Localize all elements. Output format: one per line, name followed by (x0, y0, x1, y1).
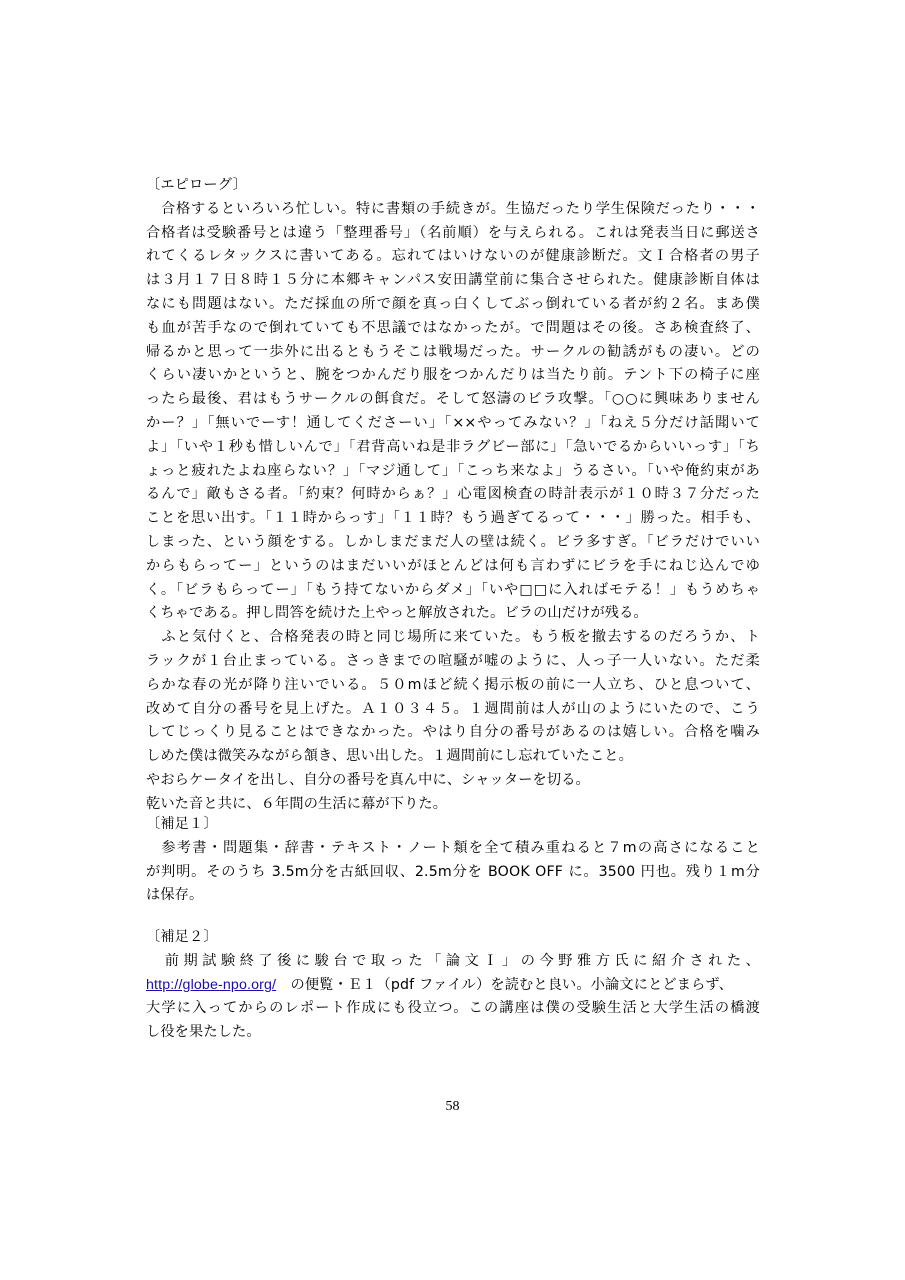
supplement-1-line: 参考書・問題集・辞書・テキスト・ノート類を全て積み重ねると７mの高さになること (146, 839, 760, 856)
supplement-2-line-rest: の便覧・Ｅ１（pdf ファイル）を読むと良い。小論文にとどまらず、 (276, 976, 733, 993)
epilogue-line: れてくるレタックスに書いてある。忘れてはいけないのが健康診断だ。文Ｉ合格者の男子 (146, 248, 760, 265)
epilogue-line: からもらってー」というのはまだいいがほとんどは何も言わずにビラを手にねじ込んでゆ (146, 557, 760, 574)
supplement-1-line: が判明。そのうち 3.5m分を古紙回収、2.5m分を BOOK OFF に。3500 円也。残り１m分 (146, 863, 760, 880)
epilogue-line: ことを思い出す。「１１時からっす」「１１時？もう過ぎてるって・・・」勝った。相手も、 (146, 510, 760, 527)
epilogue-line: は３月１７日８時１５分に本郷キャンパス安田講堂前に集合させられた。健康診断自体は (146, 272, 760, 289)
supplement-1-section (146, 813, 760, 908)
epilogue-line: るんで」敵もさる者。「約束？何時からぁ？」心電図検査の時計表示が１０時３７分だった (146, 486, 760, 503)
epilogue-line: も血が苦手なので倒れていても不思議ではなかったが。で問題はその後。さあ検査終了、 (146, 319, 760, 336)
epilogue-line: ったら最後、君はもうサークルの餌食だ。そして怒濤のビラ攻撃。「○○に興味ありません (146, 391, 760, 408)
epilogue-heading: 〔エピローグ〕 (146, 177, 248, 193)
epilogue-line: やおらケータイを出し、自分の番号を真ん中に、シャッターを切る。 (146, 771, 590, 788)
supplement-2-line-with-link (146, 974, 760, 998)
supplement-1-heading: 〔補足１〕 (146, 816, 218, 832)
supplement-2-line: し役を果たした。 (146, 1024, 261, 1041)
supplement-2-section (146, 926, 760, 1045)
supplement-1-line: は保存。 (146, 887, 204, 904)
epilogue-section (146, 174, 760, 817)
epilogue-line: ふと気付くと、合格発表の時と同じ場所に来ていた。もう板を撤去するのだろうか、ト (146, 629, 760, 646)
epilogue-line: 帰るかと思って一歩外に出るともうそこは戦場だった。サークルの勧誘がもの凄い。どの (146, 343, 760, 360)
epilogue-line: らかな春の光が降り注いでいる。５０mほど続く掲示板の前に一人立ち、ひと息ついて、 (146, 676, 760, 693)
epilogue-line: なにも問題はない。ただ採血の所で顔を真っ白くしてぶっ倒れている者が約２名。まあ僕 (146, 295, 760, 312)
epilogue-line: ょっと疲れたよね座らない？」「マジ通して」「こっち来なよ」うるさい。「いや俺約束があ (146, 462, 760, 479)
epilogue-line: よ」「いや１秒も惜しいんで」「君背高いね是非ラグビー部に」「急いでるからいいっす」「ち (146, 438, 760, 455)
epilogue-line: 合格者は受験番号とは違う「整理番号」（名前順）を与えられる。これは発表当日に郵送さ (146, 224, 760, 241)
epilogue-line: しめた僕は微笑みながら頷き、思い出した。１週間前にし忘れていたこと。 (146, 748, 633, 765)
epilogue-line: ラックが１台止まっている。さっきまでの喧騒が嘘のように、人っ子一人いない。ただ柔 (146, 652, 760, 669)
epilogue-line: 乾いた音と共に、６年間の生活に幕が下りた。 (146, 795, 448, 812)
epilogue-line: くらい凄いかというと、腕をつかんだり服をつかんだりは当たり前。テント下の椅子に座 (146, 367, 760, 384)
globe-npo-link[interactable]: http://globe-npo.org/ (146, 976, 277, 993)
supplement-2-line: 前期試験終了後に駿台で取った「論文Ｉ」の今野雅方氏に紹介された、 (146, 952, 760, 969)
epilogue-line: しまった、という顔をする。しかしまだまだ人の壁は続く。ビラ多すぎ。「ビラだけでいい (146, 533, 760, 550)
epilogue-line: 改めて自分の番号を見上げた。Ａ１０３４５。１週間前は人が山のようにいたので、こう (146, 700, 760, 717)
epilogue-line: してじっくり見ることはできなかった。やはり自分の番号があるのは嬉しい。合格を噛み (146, 724, 760, 741)
epilogue-line: くちゃである。押し問答を続けた上やっと解放された。ビラの山だけが残る。 (146, 605, 648, 622)
epilogue-line: く。「ビラもらってー」「もう持てないからダメ」「いや□□に入ればモテる！」もうめちゃ (146, 581, 760, 598)
epilogue-line: 合格するといろいろ忙しい。特に書類の手続きが。生協だったり学生保険だったり・・・ (146, 200, 760, 217)
page-number: 58 (445, 1099, 460, 1114)
supplement-2-heading: 〔補足２〕 (146, 929, 218, 945)
epilogue-line: かー？」「無いでーす！通してくださーい」「××やってみない？」「ねえ５分だけ話聞いて (146, 414, 760, 431)
supplement-2-line: 大学に入ってからのレポート作成にも役立つ。この講座は僕の受験生活と大学生活の橋渡 (146, 1000, 760, 1017)
